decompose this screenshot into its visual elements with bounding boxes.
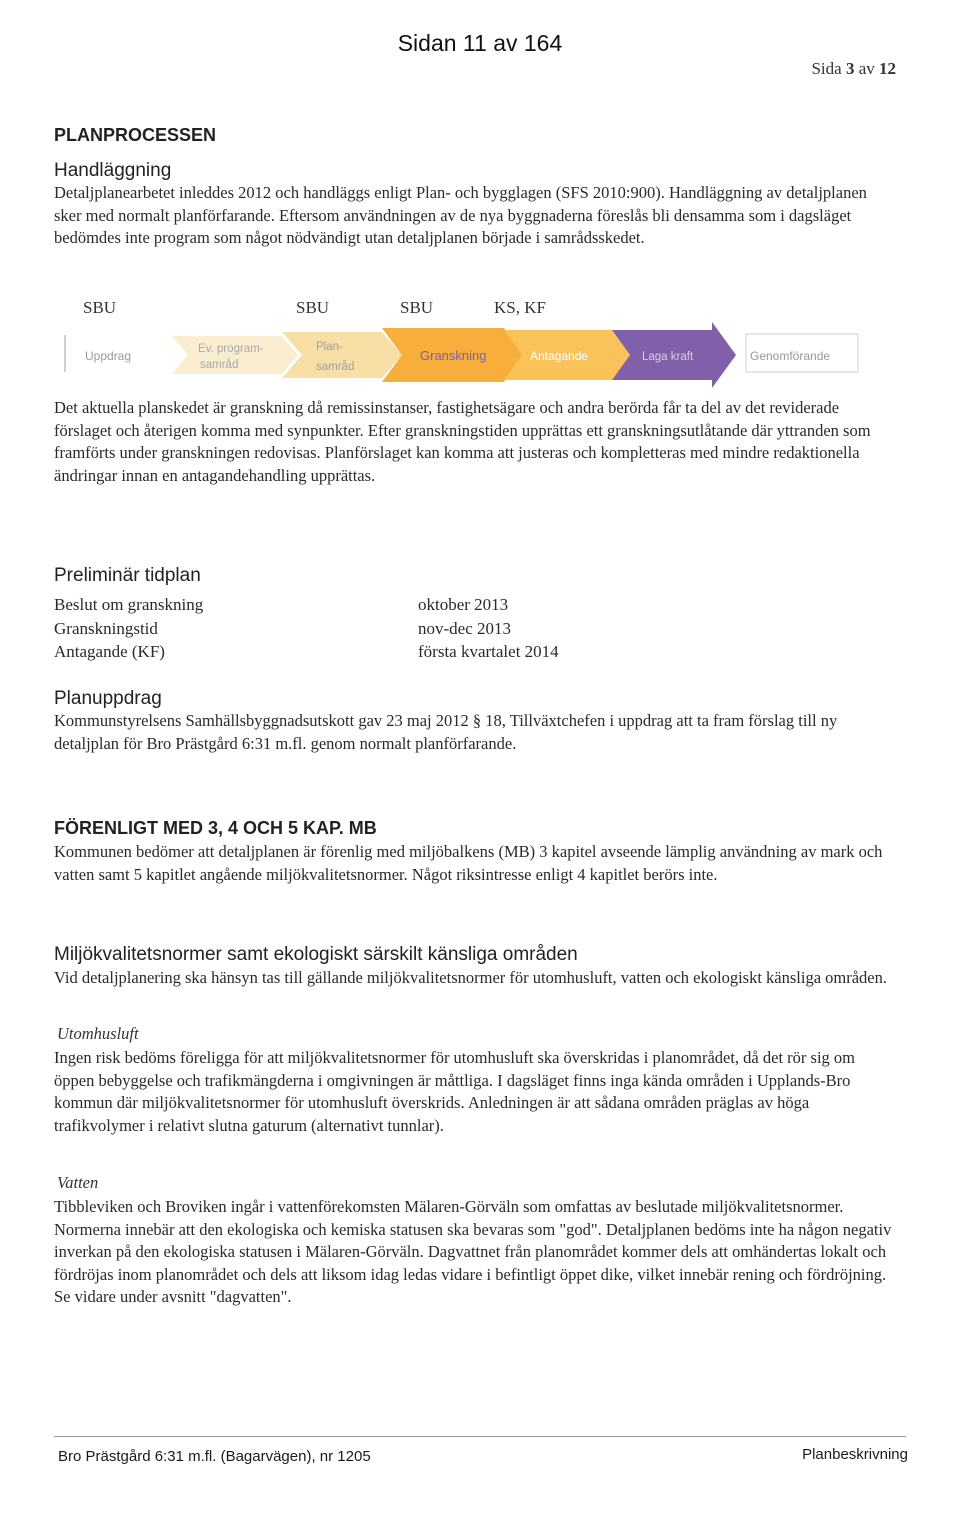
step-plan-label-1: Plan- <box>316 341 343 353</box>
tidplan-value-3: första kvartalet 2014 <box>418 642 559 661</box>
paragraph-forenligt: Kommunen bedömer att detaljplanen är förenlig med miljöbalkens (MB) 3 kapitel avseende lämplig användning av mark och vatten samt 5 kapitlet angående miljökvalitetsnormer. Något riksintresse enligt 4 kapitlet berörs inte. <box>54 842 883 884</box>
heading-planuppdrag: Planuppdrag <box>54 688 162 709</box>
step-laga-kraft-label: Laga kraft <box>642 351 694 363</box>
tidplan-value-1: oktober 2013 <box>418 595 509 614</box>
heading-forenligt: FÖRENLIGT MED 3, 4 OCH 5 KAP. MB <box>54 818 377 838</box>
diagram-label-sbu-1: SBU <box>83 298 117 317</box>
heading-miljokvalitet: Miljökvalitetsnormer samt ekologiskt särskilt känsliga områden <box>54 944 578 965</box>
step-uppdrag <box>65 335 131 372</box>
step-granskning-label: Granskning <box>420 348 487 363</box>
paragraph-granskning: Det aktuella planskedet är granskning då remissinstanser, fastighetsägare och andra berörda får ta del av det reviderade förslaget och återigen komma med synpunkter. Efter granskningstiden upprättas ett granskningsutlåtande där yttranden som framförts under granskningen redovisas. Planförslaget kan komma att justeras och kompletteras med mindre redaktionella ändringar innan en antagandehandling upprättas. <box>54 398 871 485</box>
step-ev-program-label-1: Ev. program- <box>198 343 264 355</box>
page-total: 12 <box>879 59 896 78</box>
heading-handlaggning: Handläggning <box>54 160 172 181</box>
footer-rule <box>54 1436 906 1437</box>
heading-planprocessen: PLANPROCESSEN <box>54 125 217 145</box>
tidplan-label-1: Beslut om granskning <box>54 595 204 614</box>
page-of-label: av <box>858 59 875 78</box>
page-current: 3 <box>845 59 855 78</box>
step-genomforande-label: Genomförande <box>750 349 831 363</box>
heading-tidplan: Preliminär tidplan <box>54 565 201 586</box>
paragraph-miljokvalitet-intro: Vid detaljplanering ska hänsyn tas till gällande miljökvalitetsnormer för utomhusluft, vatten och ekologiskt känsliga områden. <box>54 968 887 987</box>
paragraph-handlaggning: Detaljplanearbetet inleddes 2012 och handläggs enligt Plan- och bygglagen (SFS 2010:900). Handläggning av detaljplanen sker med normalt planförfarande. Eftersom användningen av de nya byggnaderna föreslås bli densamma som i dagsläget bedömdes inte program som något nödvändigt utan detaljplanen började i samrådsskedet. <box>54 183 867 248</box>
paragraph-utomhusluft: Ingen risk bedöms föreligga för att miljökvalitetsnormer för utomhusluft ska överskridas i planområdet, då det rör sig om öppen bebyggelse och trafikmängderna i omgivningen är måttliga. I dagsläget finns inga kända områden i Upplands-Bro kommun där miljökvalitetsnormer för utomhusluft överskrids. Anledningen är att sådana områden präglas av höga trafikvolymer i relativt slutna gaturum (alternativt tunnlar). <box>54 1048 855 1135</box>
step-plan-label-2: samråd <box>316 361 355 373</box>
step-antagande-label: Antagande <box>530 349 589 363</box>
tidplan-label-3: Antagande (KF) <box>54 642 165 661</box>
paragraph-vatten: Tibbleviken och Broviken ingår i vattenförekomsten Mälaren-Görväln som omfattas av beslutade miljökvalitetsnormer. Normerna innebär att den ekologiska och kemiska statusen ska bevaras som "god". Detaljplanen bedöms inte ha någon negativ inverkan på den ekologiska statusen i Mälaren-Görväln. Dagvattnet från planområdet kommer dels att omhändertas lokalt och fördröjas inom planområdet och dels att liksom idag ledas vidare i befintligt öppet dike, vilket innebär rening och fördröjning. Se vidare under avsnitt "dagvatten". <box>54 1197 892 1307</box>
step-plan-samrad <box>282 332 402 378</box>
document-page-number <box>811 59 896 79</box>
heading-vatten: Vatten <box>57 1173 99 1192</box>
tidplan-value-2: nov-dec 2013 <box>418 619 512 638</box>
step-laga-kraft <box>612 322 736 388</box>
footer-document-type: Planbeskrivning <box>802 1446 908 1463</box>
page-prefix: Sida <box>811 59 842 78</box>
heading-utomhusluft: Utomhusluft <box>57 1024 139 1043</box>
step-ev-program-label-2: samråd <box>200 359 239 371</box>
diagram-label-sbu-3: SBU <box>400 298 434 317</box>
pdf-page-number: Sidan 11 av 164 <box>397 30 563 56</box>
step-uppdrag-label: Uppdrag <box>85 349 132 363</box>
step-genomforande <box>746 334 858 372</box>
diagram-label-ks-kf: KS, KF <box>494 298 546 317</box>
paragraph-planuppdrag: Kommunstyrelsens Samhällsbyggnadsutskott gav 23 maj 2012 § 18, Tillväxtchefen i uppdrag att ta fram förslag till ny detaljplan för Bro Prästgård 6:31 m.fl. genom normalt planförfarande. <box>54 711 838 753</box>
process-diagram <box>60 320 870 390</box>
step-granskning <box>382 328 524 382</box>
tidplan-label-2: Granskningstid <box>54 619 158 638</box>
diagram-label-sbu-2: SBU <box>296 298 330 317</box>
footer-document-title: Bro Prästgård 6:31 m.fl. (Bagarvägen), nr 1205 <box>58 1448 371 1465</box>
step-ev-program-samrad <box>172 336 298 374</box>
step-antagande <box>504 330 630 380</box>
